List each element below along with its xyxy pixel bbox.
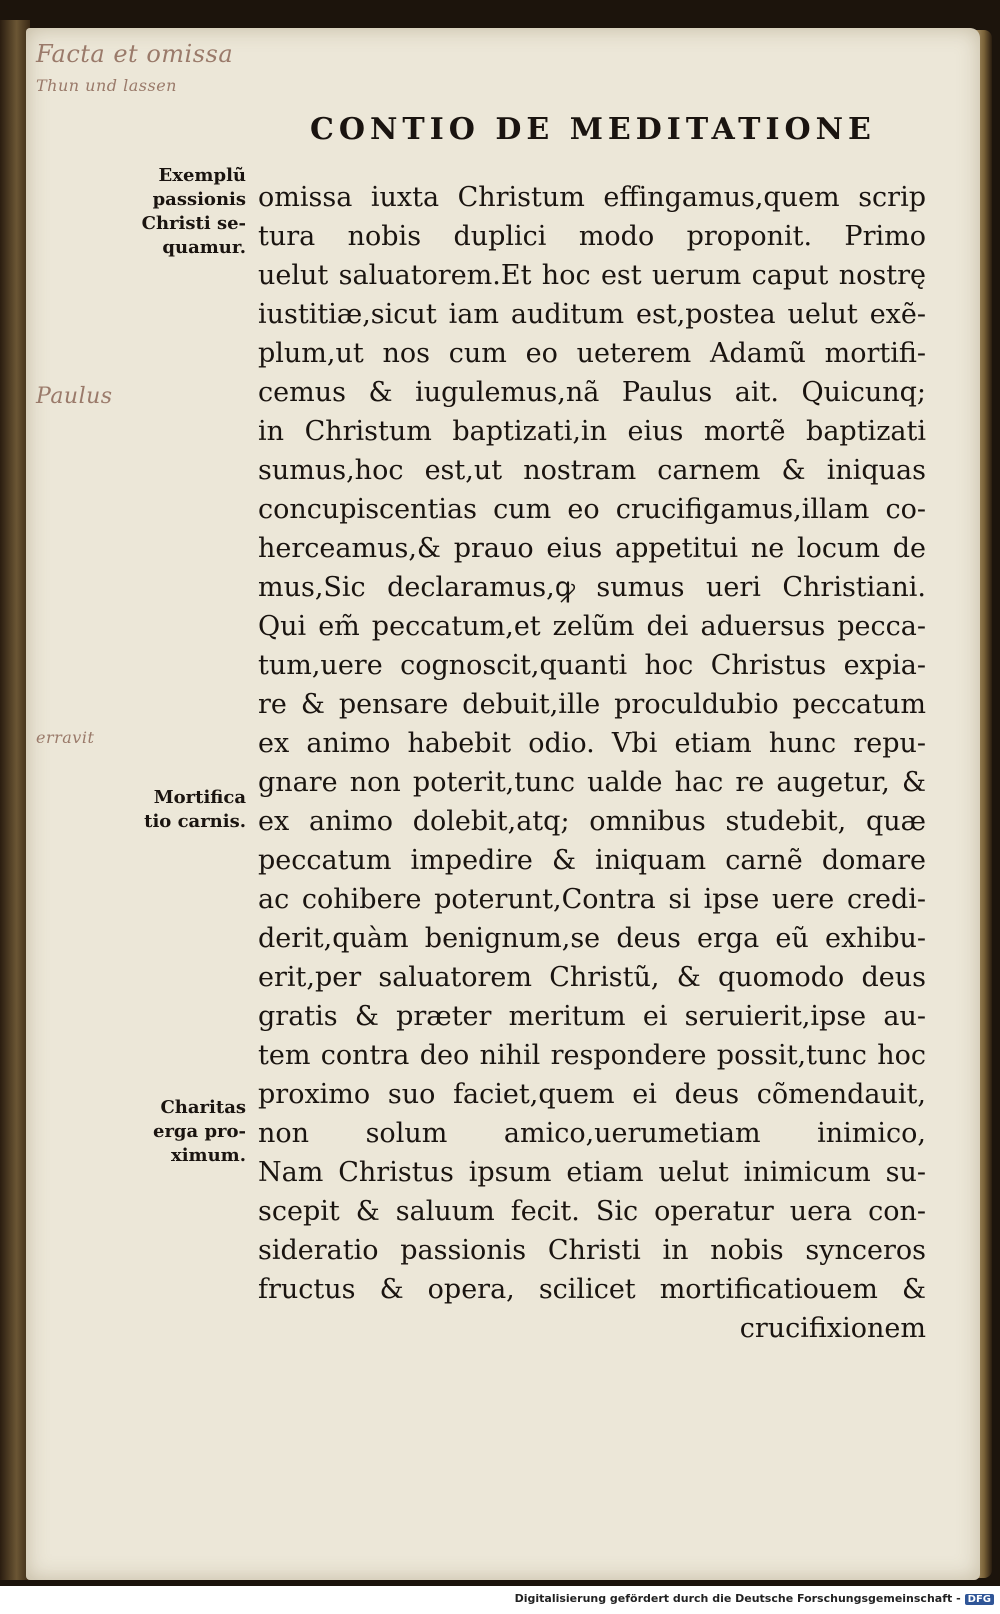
text-line: fructus & opera, scilicet mortificatiouem & — [258, 1274, 926, 1305]
text-line: tem contra deo nihil respondere possit,tunc hoc — [258, 1040, 926, 1071]
margin-note-line: tio carnis. — [144, 811, 246, 832]
margin-note — [96, 1096, 246, 1168]
text-line: in Christum baptizati,in eius mortẽ baptizati — [258, 416, 926, 447]
text-line: re & pensare debuit,ille proculdubio peccatum — [258, 689, 926, 720]
text-line: Qui em̃ peccatum,et zelũm dei aduersus pecca- — [258, 611, 926, 642]
text-line: peccatum impedire & iniquam carnẽ domare — [258, 845, 926, 876]
text-line: cemus & iugulemus,nã Paulus ait. Quicunq; — [258, 377, 926, 408]
text-line: scepit & saluum fecit. Sic operatur uera con- — [258, 1196, 926, 1227]
text-line: erit,per saluatorem Christũ, & quomodo deus — [258, 962, 926, 993]
text-line: gratis & præter meritum ei seruierit,ipse au- — [258, 1001, 926, 1032]
text-line: sideratio passionis Christi in nobis synceros — [258, 1235, 926, 1266]
text-line: concupiscentias cum eo crucifigamus,illam co- — [258, 494, 926, 525]
handwritten-note: Thun und lassen — [36, 76, 177, 95]
handwritten-note: Facta et omissa — [36, 40, 234, 68]
running-header: CONTIO DE MEDITATIONE — [310, 112, 876, 147]
margin-note-line: ximum. — [170, 1145, 246, 1166]
margin-note — [96, 164, 246, 260]
margin-note-line: passionis — [152, 189, 246, 210]
digitization-credit — [515, 1592, 994, 1605]
margin-note-line: Exemplũ — [158, 165, 246, 186]
text-line: tura nobis duplici modo proponit. Primo — [258, 221, 926, 252]
text-line: omissa iuxta Christum effingamus,quem scrip — [258, 182, 926, 213]
text-line: Nam Christus ipsum etiam uelut inimicum su- — [258, 1157, 926, 1188]
text-line: uelut saluatorem.Et hoc est uerum caput nostrę — [258, 260, 926, 291]
text-line: herceamus,& prauo eius appetitui ne locum de — [258, 533, 926, 564]
margin-note-line: Charitas — [160, 1097, 246, 1118]
text-line: derit,quàm benignum,se deus erga eũ exhibu- — [258, 923, 926, 954]
credit-text: Digitalisierung gefördert durch die Deutsche Forschungsgemeinschaft - — [514, 1592, 961, 1605]
text-line: gnare non poterit,tunc ualde hac re augetur, & — [258, 767, 926, 798]
margin-note-line: erga pro- — [153, 1121, 246, 1142]
text-line: proximo suo faciet,quem ei deus cõmendauit, — [258, 1079, 926, 1110]
text-line: iustitiæ,sicut iam auditum est,postea uelut exẽ- — [258, 299, 926, 330]
handwritten-note: Paulus — [36, 384, 113, 409]
text-line: plum,ut nos cum eo ueterem Adamũ mortifi- — [258, 338, 926, 369]
text-line: non solum amico,uerumetiam inimico, — [258, 1118, 926, 1149]
text-line: ex animo dolebit,atq; omnibus studebit, quæ — [258, 806, 926, 837]
handwritten-note: erravit — [36, 728, 95, 747]
text-line: ac cohibere poterunt,Contra si ipse uere credi- — [258, 884, 926, 915]
text-line: crucifixionem — [739, 1313, 926, 1344]
margin-note-line: quamur. — [162, 237, 246, 258]
text-line: sumus,hoc est,ut nostram carnem & iniquas — [258, 455, 926, 486]
text-line: ex animo habebit odio. Vbi etiam hunc repu- — [258, 728, 926, 759]
margin-note-line: Mortifica — [153, 787, 246, 808]
margin-note-line: Christi se- — [141, 213, 246, 234]
text-line: mus,Sic declaramus,ꝙ sumus ueri Christiani. — [258, 572, 926, 603]
dfg-logo: DFG — [965, 1594, 994, 1605]
margin-note — [96, 786, 246, 834]
body-text — [258, 178, 926, 1348]
text-line: tum,uere cognoscit,quanti hoc Christus expia- — [258, 650, 926, 681]
